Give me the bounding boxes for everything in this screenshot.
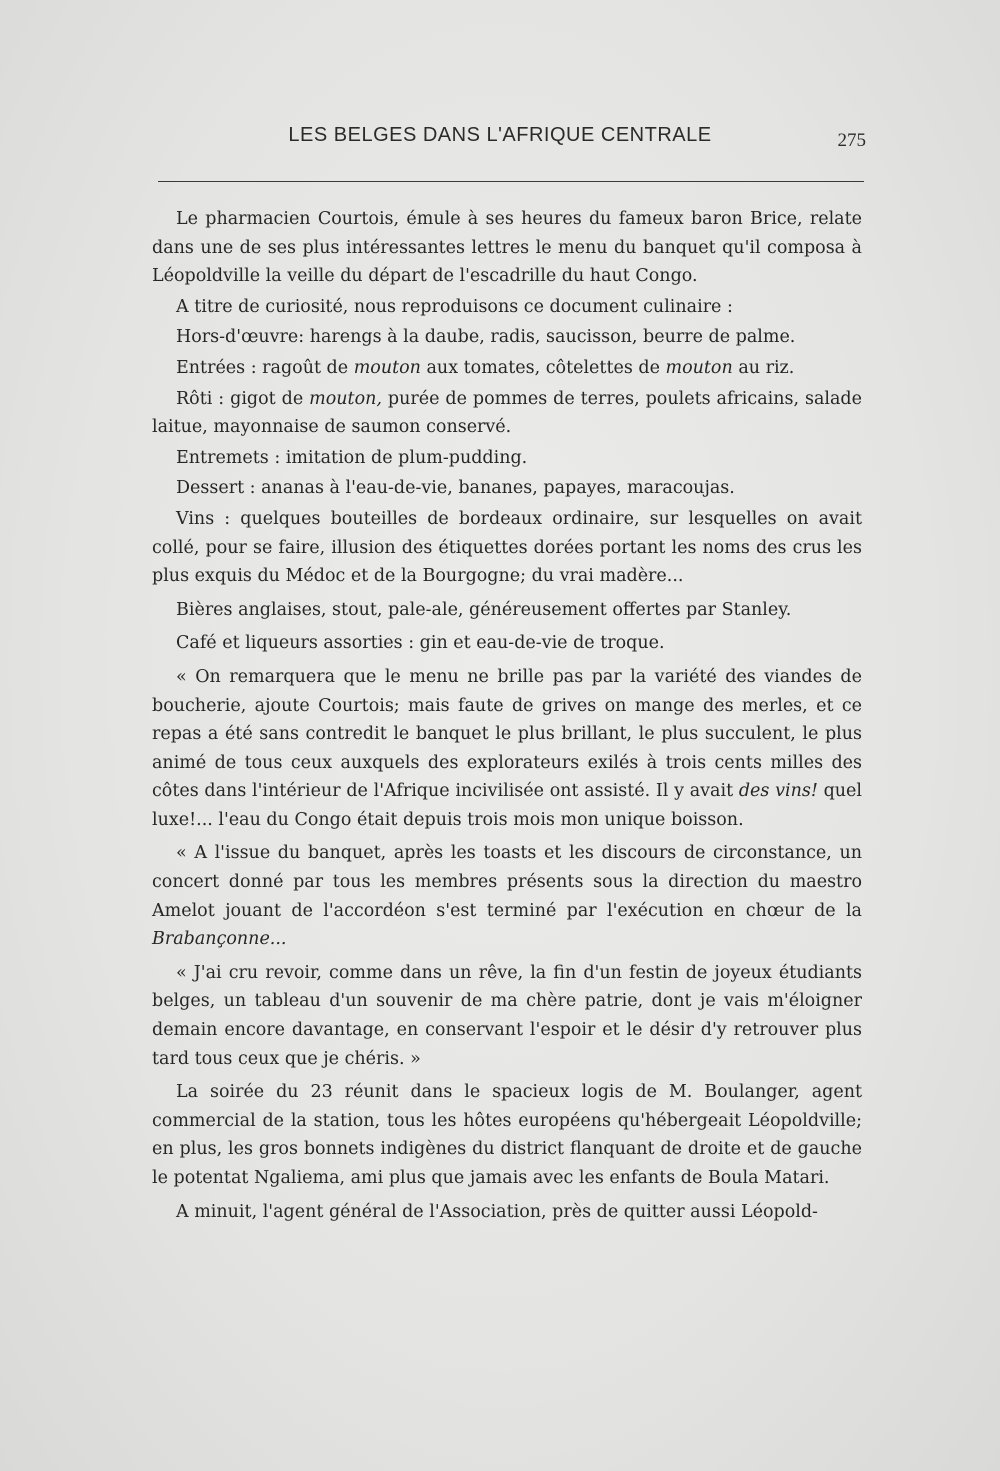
text-run: Le pharmacien Courtois, émule à ses heures du fameux baron Brice, relate dans une de ses plus intéressantes lettres le menu du banquet qu'il composa à Léopoldville la veille du départ de l'escadrille du haut Congo. [152, 209, 862, 287]
text-run: La soirée du 23 réunit dans le spacieux logis de M. Boulanger, agent commercial de la station, tous les hôtes européens qu'hébergeait Léopoldville; en plus, les gros bonnets indigènes du district flanquant de droite et de gauche le potentat Ngaliema, ami plus que jamais avec les enfants de Boula Matari. [152, 1082, 862, 1188]
italic-text: mouton [353, 357, 421, 378]
paragraph [152, 293, 862, 322]
paragraph [152, 596, 862, 625]
text-run: « On remarquera que le menu ne brille pas par la variété des viandes de boucherie, ajoute Courtois; mais faute de grives on mange des merles, et ce repas a été sans contredit le banquet le plus brillant, le plus succulent, le plus animé de tous ceux auxquels des explorateurs exilés à trois cents milles des côtes dans l'intérieur de l'Afrique incivilisée ont assisté. Il y avait [152, 666, 862, 802]
text-run: Bières anglaises, stout, pale-ale, généreusement offertes par Stanley. [176, 599, 792, 620]
paragraph [152, 1078, 862, 1192]
paragraph [152, 839, 862, 953]
text-run: Entrées : ragoût de [176, 357, 354, 378]
body-text [152, 205, 862, 1228]
page-number: 275 [837, 130, 866, 151]
text-run: Entremets : imitation de plum-pudding. [176, 447, 528, 468]
paragraph [152, 205, 862, 291]
paragraph [152, 444, 862, 473]
italic-text: mouton, [309, 388, 382, 409]
paragraph [152, 385, 862, 442]
text-run: « A l'issue du banquet, après les toasts et les discours de circonstance, un concert donné par tous les membres présents sous la direction du maestro Amelot jouant de l'accordéon s'est terminé par l'exécution en chœur de la [152, 843, 862, 921]
running-head [150, 124, 870, 156]
text-run: au riz. [732, 357, 795, 378]
italic-text: des vins! [738, 781, 818, 802]
text-run: aux tomates, côtelettes de [420, 357, 666, 378]
text-run: Café et liqueurs assorties : gin et eau-de-vie de troque. [176, 633, 665, 654]
paragraph [152, 959, 862, 1073]
italic-text: Brabançonne... [152, 929, 287, 950]
text-run: Hors-d'œuvre: harengs à la daube, radis, saucisson, beurre de palme. [176, 327, 796, 348]
paragraph [152, 354, 862, 383]
paragraph [152, 474, 862, 503]
paragraph [152, 629, 862, 658]
paragraph [152, 1198, 862, 1227]
text-run: Dessert : ananas à l'eau-de-vie, bananes, papayes, maracoujas. [176, 478, 735, 499]
text-run: quel luxe!... l'eau du Congo était depuis trois mois mon unique boisson. [152, 781, 863, 830]
italic-text: mouton [665, 357, 733, 378]
running-title: LES BELGES DANS L'AFRIQUE CENTRALE [288, 124, 712, 146]
header-rule [158, 181, 864, 182]
paragraph [152, 505, 862, 591]
text-run: purée de pommes de terres, poulets africains, salade laitue, mayonnaise de saumon conservé. [152, 388, 862, 438]
paragraph [152, 663, 862, 835]
paragraph [152, 323, 862, 352]
text-run: « J'ai cru revoir, comme dans un rêve, la fin d'un festin de joyeux étudiants belges, un tableau d'un souvenir de ma chère patrie, dont je vais m'éloigner demain encore davantage, en conservant l'espoir et le désir d'y retrouver plus tard tous ceux que je chéris. » [152, 962, 862, 1069]
text-run: Rôti : gigot de [176, 388, 310, 409]
text-run: Vins : quelques bouteilles de bordeaux ordinaire, sur lesquelles on avait collé, pour se faire, illusion des étiquettes dorées portant les noms des crus les plus exquis du Médoc et de la Bourgogne; du vrai madère... [152, 508, 862, 587]
text-run: A minuit, l'agent général de l'Association, près de quitter aussi Léopold- [176, 1201, 818, 1222]
text-run: A titre de curiosité, nous reproduisons ce document culinaire : [176, 296, 733, 317]
